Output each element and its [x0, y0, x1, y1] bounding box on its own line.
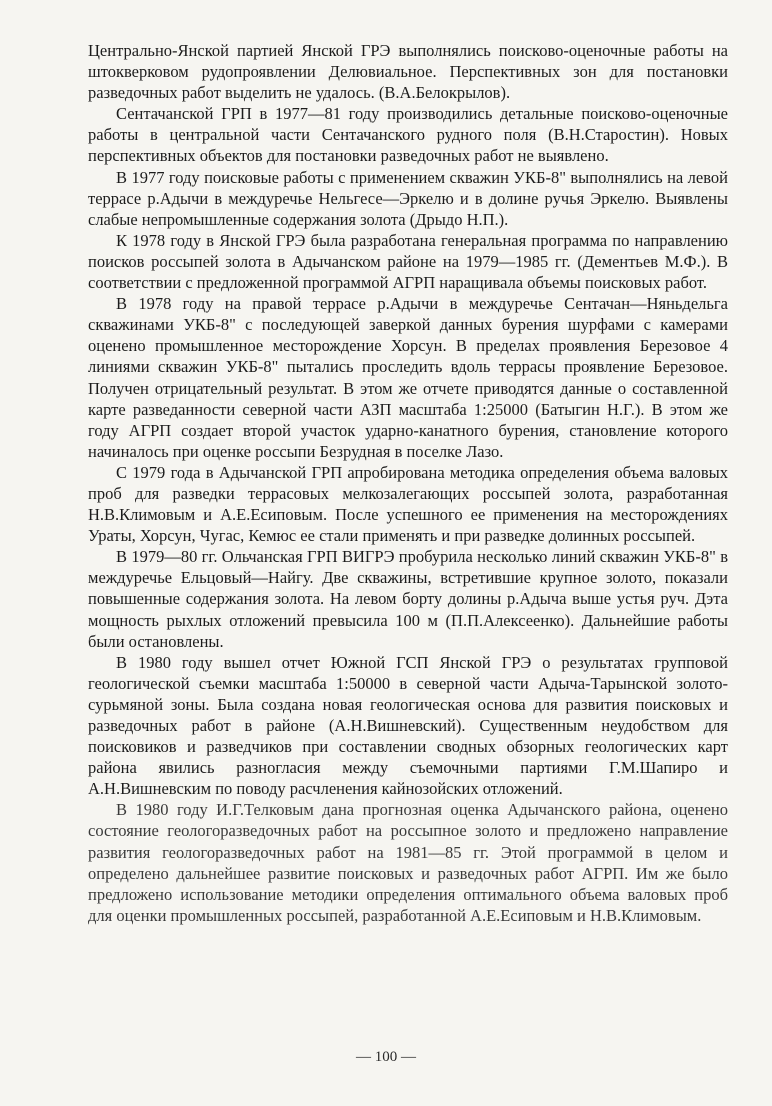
paragraph-8: В 1980 году вышел отчет Южной ГСП Янской ГРЭ о результатах групповой геологической съемки масштаба 1:50000 в северной части Адыча-Тарынской золото-сурьмяной зоны. Была создана новая геологическая основа для развития поисковых и разведочных работ в районе (А.Н.Вишневский). Существенным неудобством для поисковиков и разведчиков при составлении сводных обзорных геологических карт района явились разногласия между съемочными партиями Г.М.Шапиро и А.Н.Вишневским по поводу расчленения кайнозойских отложений. — [88, 652, 728, 799]
body-text — [88, 40, 728, 926]
paragraph-4: К 1978 году в Янской ГРЭ была разработана генеральная программа по направлению поисков россыпей золота в Адычанском районе на 1979—1985 гг. (Дементьев М.Ф.). В соответствии с предложенной программой АГРП наращивала объемы поисковых работ. — [88, 230, 728, 293]
paragraph-5: В 1978 году на правой террасе р.Адычи в междуречье Сентачан—Няньдельга скважинами УКБ-8" с последующей заверкой данных бурения шурфами с камерами оценено промышленное месторождение Хорсун. В пределах проявления Березовое 4 линиями скважин УКБ-8" пытались проследить вдоль террасы проявление Березовое. Получен отрицательный результат. В этом же отчете приводятся данные о составленной карте разведанности северной части АЗП масштаба 1:25000 (Батыгин Н.Г.). В этом же году АГРП создает второй участок ударно-канатного бурения, становление которого начиналось при оценке россыпи Безрудная в поселке Лазо. — [88, 294, 728, 461]
paragraph-7: В 1979—80 гг. Ольчанская ГРП ВИГРЭ пробурила несколько линий скважин УКБ-8" в междуречье Ельцовый—Найгу. Две скважины, встретившие крупное золото, показали повышенные содержания золота. На левом борту долины р.Адыча выше устья руч. Дэта мощность рыхлых отложений превысила 100 м (П.П.Алексеенко). Дальнейшие работы были остановлены. — [88, 547, 728, 651]
paragraph-3: В 1977 году поисковые работы с применением скважин УКБ-8" выполнялись на левой террасе р.Адычи в междуречье Нельгесе—Эркелю и в долине ручья Эркелю. Выявлены слабые непромышленные содержания золота (Дрыдо Н.П.). — [88, 167, 728, 229]
paragraph-1: Центрально-Янской партией Янской ГРЭ выполнялись поисково-оценочные работы на штокверковом рудопроявлении Делювиальное. Перспективных зон для постановки разведочных работ выделить не удалось. (В.А.Белокрылов). — [88, 41, 728, 103]
paragraph-9: В 1980 году И.Г.Телковым дана прогнозная оценка Адычанского района, оценено состояние геологоразведочных работ на россыпное золото и предложено направление развития геологоразведочных работ на 1981—85 гг. Этой программой в целом и определено дальнейшее развитие поисковых и разведочных работ АГРП. Им же было предложено использование методики определения оптимального объема валовых проб для оценки промышленных россыпей, разработанной А.Е.Есиповым и Н.В.Климовым. — [88, 800, 728, 925]
paragraph-2: Сентачанской ГРП в 1977—81 году производились детальные поисково-оценочные работы в центральной части Сентачанского рудного поля (В.Н.Старостин). Новых перспективных объектов для постановки разведочных работ не выявлено. — [88, 104, 728, 166]
paragraph-6: С 1979 года в Адычанской ГРП апробирована методика определения объема валовых проб для разведки террасовых мелкозалегающих россыпей золота, разработанная Н.В.Климовым и А.Е.Есиповым. После успешного ее применения на месторождениях Ураты, Хорсун, Чугас, Кемюс ее стали применять и при разведке долинных россыпей. — [88, 462, 728, 546]
page-number: — 100 — — [356, 1049, 416, 1065]
